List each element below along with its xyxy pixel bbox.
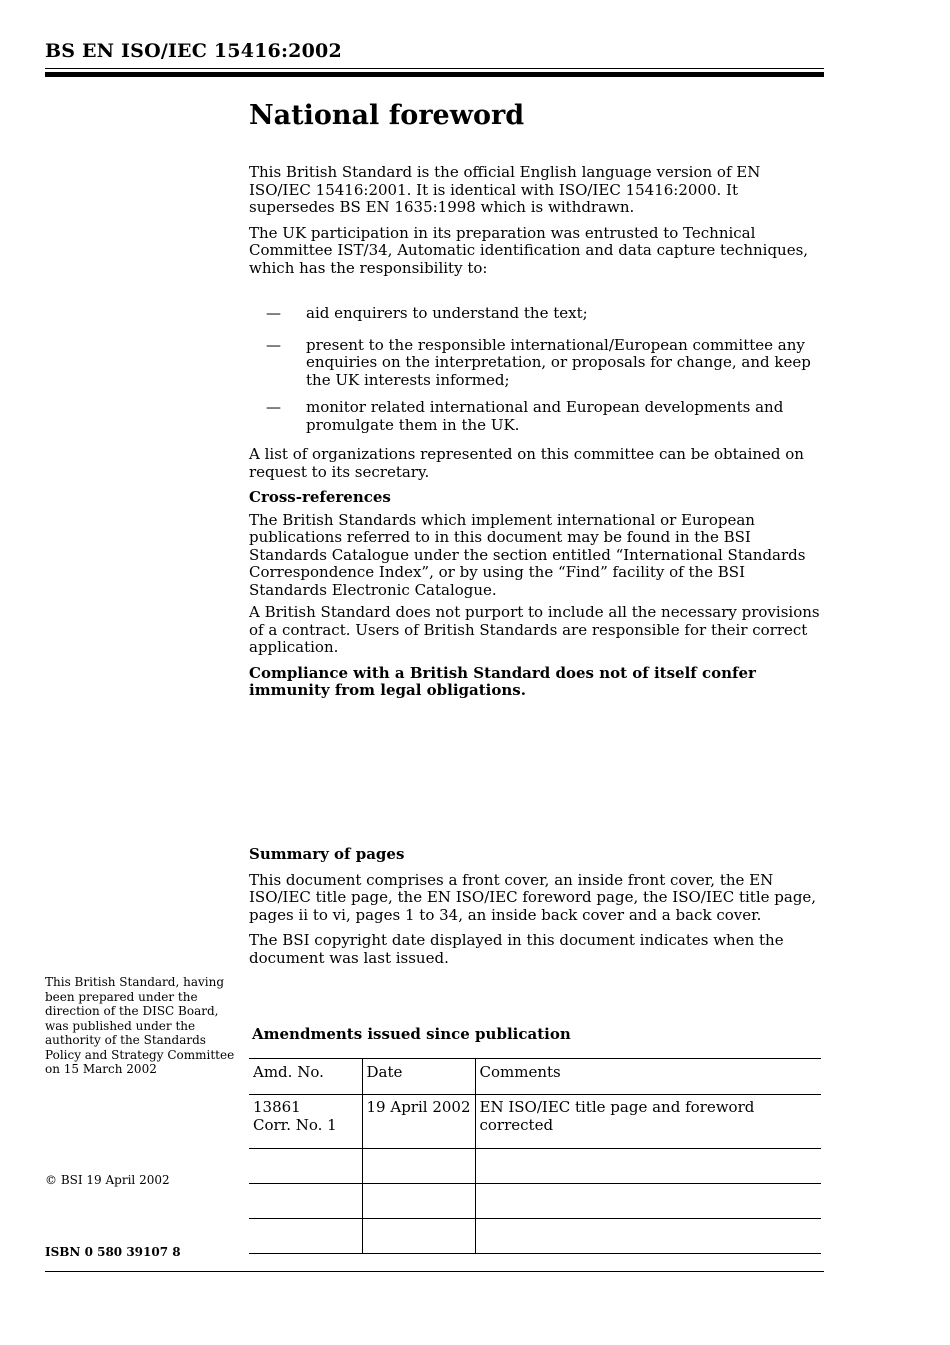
- committee-list-paragraph: A list of organizations represented on this committee can be obtained on request to its secretary.: [249, 445, 804, 481]
- summary-paragraph-2: The BSI copyright date displayed in this document indicates when the document was last issued.: [249, 931, 784, 967]
- summary-section: [249, 846, 824, 975]
- isbn: ISBN 0 580 39107 8: [45, 1245, 181, 1259]
- page-title: National foreword: [249, 100, 525, 131]
- footer-rule: [45, 1271, 824, 1272]
- amd-no-cell: [249, 1095, 362, 1149]
- amd-correction: Corr. No. 1: [253, 1115, 337, 1134]
- header-rule-thin: [45, 68, 824, 69]
- publication-note: This British Standard, having been prepared under the direction of the DISC Board, was published under the authority of the Standards Policy and Strategy Committee on 15 March 2002: [45, 975, 235, 1076]
- list-item: [249, 305, 824, 323]
- amendments-table: [249, 1058, 821, 1254]
- summary-heading: Summary of pages: [249, 845, 405, 863]
- date-cell: 19 April 2002: [362, 1095, 475, 1149]
- dash-marker: —: [266, 398, 281, 416]
- header-rule-thick: [45, 72, 824, 77]
- column-header: Date: [362, 1059, 475, 1095]
- column-header: Comments: [475, 1059, 821, 1095]
- list-item-text: present to the responsible international/European committee any enquiries on the interpretation, or proposals for change, and keep the UK interests informed;: [306, 335, 811, 389]
- list-item: [249, 337, 824, 390]
- compliance-statement: Compliance with a British Standard does not of itself confer immunity from legal obligations.: [249, 663, 756, 699]
- copyright-notice: © BSI 19 April 2002: [45, 1173, 170, 1187]
- list-item-text: aid enquirers to understand the text;: [306, 304, 588, 322]
- dash-marker: —: [266, 335, 281, 354]
- provisions-paragraph: A British Standard does not purport to include all the necessary provisions of a contract. Users of British Standards are responsible for their correct application.: [249, 603, 820, 656]
- table-row: [249, 1149, 821, 1184]
- amd-number: 13861: [253, 1098, 301, 1116]
- responsibility-list: [249, 305, 824, 434]
- intro-paragraph-2: The UK participation in its preparation was entrusted to Technical Committee IST/34, Automatic identification and data capture techniques, which has the responsibility to:: [249, 223, 809, 277]
- column-header: Amd. No.: [249, 1059, 362, 1095]
- intro-paragraph-1: This British Standard is the official English language version of EN ISO/IEC 15416:2001. It is identical with ISO/IEC 15416:2000. It supersedes BS EN 1635:1998 which is withdrawn.: [249, 163, 761, 216]
- table-row: [249, 1219, 821, 1254]
- header-doc-id: BS EN ISO/IEC 15416:2002: [45, 40, 342, 62]
- amendments-title: Amendments issued since publication: [252, 1025, 571, 1043]
- list-item-text: monitor related international and European developments and promulgate them in the UK.: [306, 398, 784, 434]
- table-header-row: [249, 1059, 821, 1095]
- main-content: [249, 164, 824, 708]
- table-row: [249, 1095, 821, 1149]
- list-item: [249, 399, 824, 434]
- comments-cell: EN ISO/IEC title page and foreword corrected: [475, 1095, 821, 1149]
- summary-paragraph-1: This document comprises a front cover, an inside front cover, the EN ISO/IEC title page, the EN ISO/IEC foreword page, the ISO/IEC title page, pages ii to vi, pages 1 to 34, an inside back cover and a back cover.: [249, 870, 817, 924]
- cross-references-paragraph: The British Standards which implement international or European publications referred to in this document may be found in the BSI Standards Catalogue under the section entitled “International Standards Correspondence Index”, or by using the “Find” facility of the BSI Standards Electronic Catalogue.: [249, 510, 806, 599]
- table-row: [249, 1184, 821, 1219]
- dash-marker: —: [266, 304, 281, 322]
- cross-references-heading: Cross-references: [249, 488, 391, 506]
